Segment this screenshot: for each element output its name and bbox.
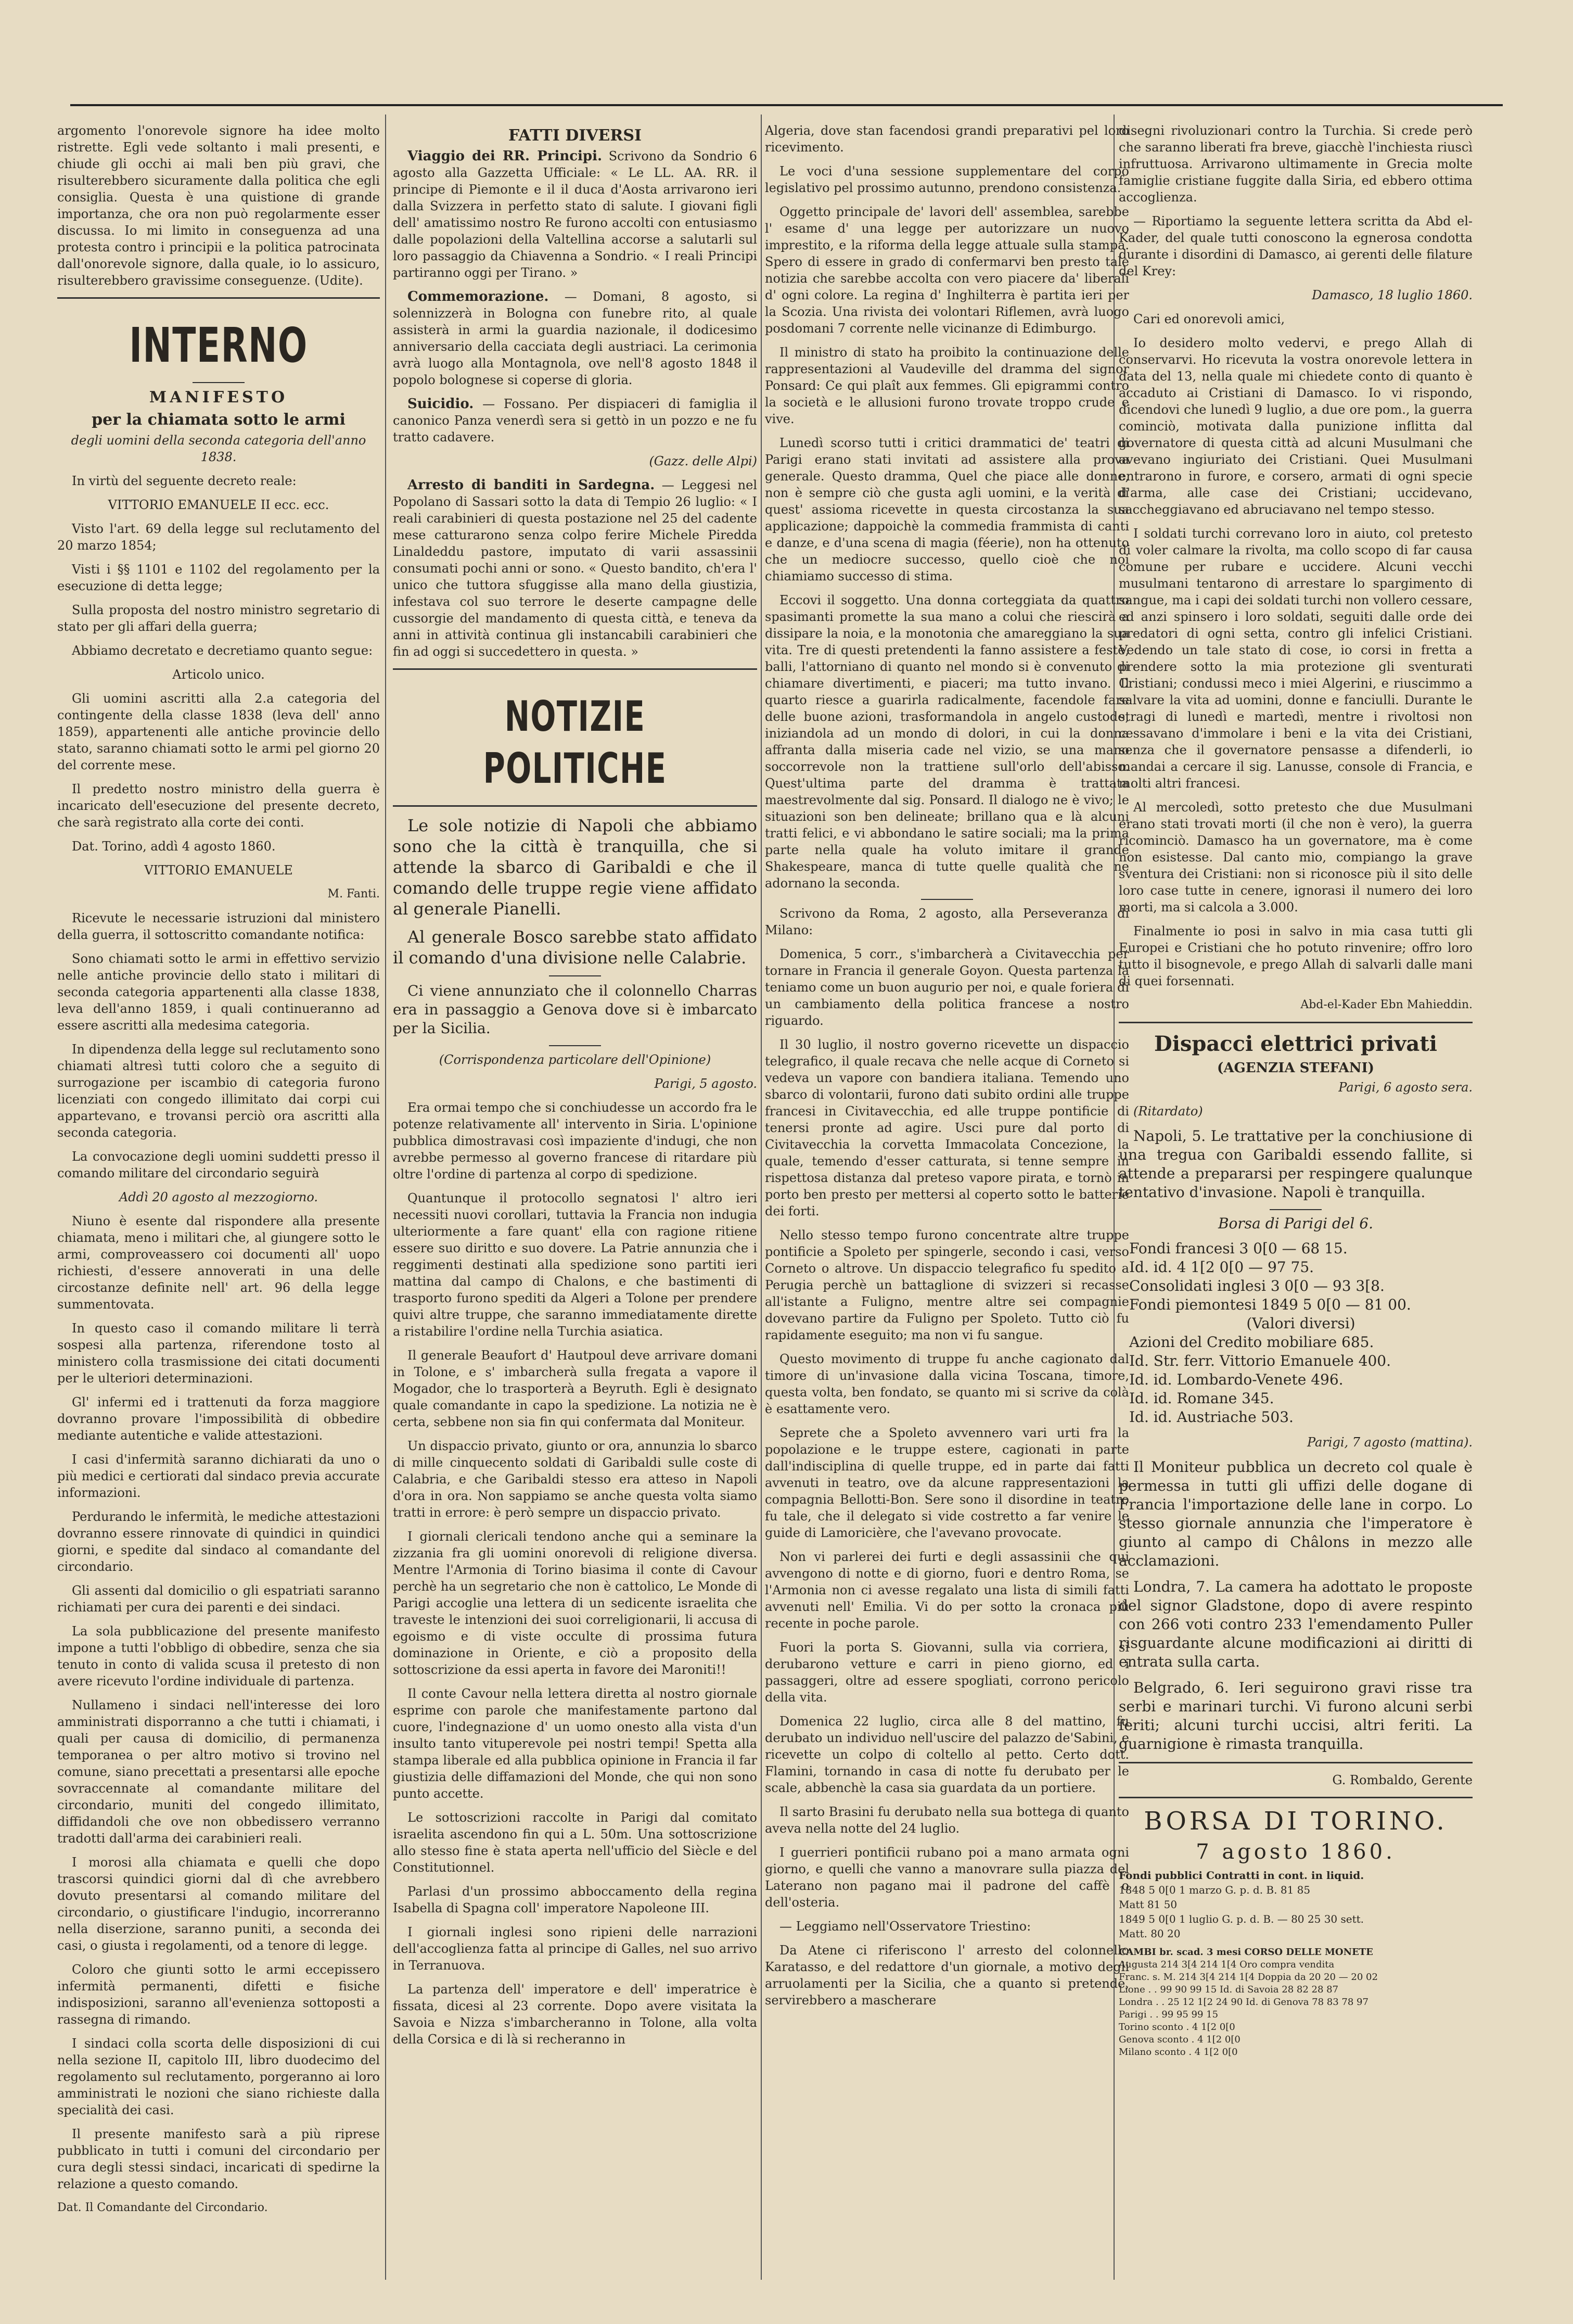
paragraph: I soldati turchi correvano loro in aiuto, col pretesto di voler calmare la rivolta, ma collo scopo di far causa comune per rubare e uccidere. Alcuni vecchi musulmani tentarono di arrestare lo spargimento di sangue, ma i capi dei soldati turchi non vollero cessare, ed anzi spinsero i loro soldati, seguiti dalle orde dei predatori di ogni setta, contro gli infelici Cristiani. Vedendo un tale stato di cose, io corsi in fretta a prendere sotto la mia protezione gli sventurati Cristiani; condussi meco i miei Algerini, e riuscimmo a salvare la vita ad uomini, donne e fanciulli. Durante le stragi di lunedì e martedì, mentre i rivoltosi non cessavano d'immolare i beni e la vita dei Cristiani, senza che il governatore pensasse a difenderli, io mandai a cercare il sig. Lanusse, console di Francia, e molti altri francesi. xyxy=(1119,526,1473,791)
cambi-table xyxy=(1119,1946,1473,2059)
column-3 xyxy=(765,122,1129,2016)
paragraph: Finalmente io posi in salvo in mia casa tutti gli Europei e Cristiani che ho potuto rinvenire; offro loro tutto il bisognevole, e prego Allah di salvarli dalle mani di quei forsennati. xyxy=(1119,924,1473,988)
paragraph: — Leggiamo nell'Osservatore Triestino: xyxy=(779,1919,1031,1934)
paragraph: Scrivono da Roma, 2 agosto, alla Perseveranza di Milano: xyxy=(765,906,1129,937)
paragraph: Perdurando le infermità, le mediche attestazioni dovranno essere rinnovate di quindici in quindici giorni, e spedite dal sindaco al comandante del circondario. xyxy=(57,1509,380,1574)
section-notizie-politiche: NOTIZIE POLITICHE xyxy=(483,692,667,793)
dispacci-title: Dispacci elettrici privati xyxy=(1154,1032,1437,1056)
dispacci-subtitle: (AGENZIA STEFANI) xyxy=(1217,1060,1374,1076)
dateline: Parigi, 5 agosto. xyxy=(654,1076,757,1091)
paragraph: Eccovi il soggetto. Una donna corteggiata da quattro spasimanti promette la sua mano a colui che riescirà a dissipare la noia, e la monotonia che amareggiano la sua vita. Tre di questi pretendenti la fanno assistere a feste, balli, l'attorniano di quanto nel mondo si è convenuto di chiamare divertimenti, e piaceri; ma tutto invano. Il quarto riesce a guarirla radicalmente, facendole fare delle buone azioni, trasformandola in angelo custode, iniziandola ad un mondo di dolori, in cui la donna affranta dalla miseria cade nel vizio, se una mano soccorrevole non la trattiene sull'orlo dell'abisso. Quest'ultima parte del dramma è trattata maestrevolmente dal sig. Ponsard. Il dialogo ne è vivo; le situazioni son ben delineate; brillano qua e là alcuni tratti felici, e vi abbondano le satire sociali; ma la prima parte nella quale ha voluto imitare il grande Shakespeare, manca di tutte quelle qualità che ne adornano la seconda. xyxy=(765,593,1129,891)
borsa-parigi-title: Borsa di Parigi del 6. xyxy=(1218,1215,1374,1232)
paragraph: I giornali clericali tendono anche qui a seminare la zizzania fra gli uomini onorevoli di religione diversa. Mentre l'Armonia di Torino biasima il conte di Cavour perchè ha un segretario che non è cattolico, Le Monde di Parigi accoglie una lettera di un sedicente israelita che traveste le intenzioni dei suoi correligionarii, li accusa di egoismo e di viste occulte di prossima futura dominazione in Oriente, e ciò a proposito della sottoscrizione da essi aperta in favore dei Maroniti!! xyxy=(393,1529,757,1677)
divider xyxy=(1119,1762,1473,1763)
paragraph: In questo caso il comando militare li terrà sospesi alla partenza, riferendone tosto al ministero colla trasmissione dei citati documenti per le ulteriori determinazioni. xyxy=(57,1321,380,1386)
paragraph: Il generale Beaufort d' Hautpoul deve arrivare domani in Tolone, e s' imbarcherà sulla fregata a vapore il Mogador, che lo trasporterà a Beyruth. Egli è designato quale comandante in capo la spedizione. La notizia ne è certa, sebbene non sia fin qui confermata dal Moniteur. xyxy=(393,1348,757,1429)
paragraph: Il sarto Brasini fu derubato nella sua bottega di quanto aveva nella notte del 24 luglio. xyxy=(765,1805,1129,1836)
paragraph: VITTORIO EMANUELE II ecc. ecc. xyxy=(108,498,329,512)
paragraph: I giornali inglesi sono ripieni delle narrazioni dell'accoglienza fatta al principe di Galles, nel suo arrivo in Terranuova. xyxy=(393,1925,757,1973)
table-row: Franc. s. M. 214 3[4 214 1[4 Doppia da 20 20 — 20 02 xyxy=(1119,1972,1378,1983)
list-item: Id. Str. ferr. Vittorio Emanuele 400. xyxy=(1129,1352,1391,1369)
table-header: CAMBI br. scad. 3 mesi CORSO DELLE MONETE xyxy=(1119,1947,1373,1958)
paragraph: Domenica, 5 corr., s'imbarcherà a Civitavecchia per tornare in Francia il generale Goyon. Questa partenza la teniamo come un buon augurio per noi, e quale foriera di un cambiamento della politica francese a nostro riguardo. xyxy=(765,947,1129,1028)
headline: Commemorazione. xyxy=(407,289,549,304)
signature: Abd-el-Kader Ebn Mahieddin. xyxy=(1300,998,1473,1011)
divider xyxy=(393,805,757,807)
table-row: Torino sconto . 4 1[2 0[0 xyxy=(1119,2022,1235,2033)
paragraph: Algeria, dove stan facendosi grandi preparativi pel loro ricevimento. xyxy=(765,123,1129,155)
column-divider xyxy=(385,115,386,2280)
signature: Dat. Il Comandante del Circondario. xyxy=(57,2201,268,2214)
table-row: Genova sconto . 4 1[2 0[0 xyxy=(1119,2034,1241,2045)
manifesto-title: MANIFESTO xyxy=(149,388,288,407)
fondi-table xyxy=(1119,1868,1473,1941)
table-row: Matt 81 50 xyxy=(1119,1898,1178,1911)
paragraph: Addì 20 agosto al mezzogiorno. xyxy=(119,1190,318,1204)
list-item: Id. id. Lombardo-Venete 496. xyxy=(1129,1371,1344,1388)
divider xyxy=(921,899,973,900)
section-interno: INTERNO xyxy=(129,318,308,373)
paragraph: Lunedì scorso tutti i critici drammatici de' teatri di Parigi erano stati invitati ad assistere alla prova generale. Questo dramma, Quel che piace alle donne, non è sempre ciò che gusta agli uomini, e la verità di quest' assioma ricevette in questa circostanza la sua applicazione; dappoichè la commedia frammista di canti e danze, e d'una scena di magia (féerie), non ha ottenuto che un mediocre successo, quello cioè che noi chiamiamo successo di stima. xyxy=(765,436,1129,583)
paragraph: Il Moniteur pubblica un decreto col quale è permessa in tutti gli uffizi delle dogane di Francia l'importazione delle lane in corpo. Lo stesso giornale annunzia che l'imperatore è giunto al campo di Châlons in mezzo alle acclamazioni. xyxy=(1119,1458,1473,1569)
column-1 xyxy=(57,122,380,2224)
paragraph: La sola pubblicazione del presente manifesto impone a tutti l'obbligo di obbedire, senza che sia tenuto in conto di valida scusa il pretesto di non avere ricevuto l'ordine individuale di partenza. xyxy=(57,1624,380,1688)
paragraph: Le sole notizie di Napoli che abbiamo sono che la città è tranquilla, che si attende la sbarco di Garibaldi e che il comando delle truppe regie viene affidato al generale Pianelli. xyxy=(393,816,757,919)
paragraph: VITTORIO EMANUELE xyxy=(144,863,293,878)
paragraph: Al mercoledì, sotto pretesto che due Musulmani erano stati trovati morti (il che non è vero), la guerra ricominciò. Damasco ha un governatore, ma è come non esistesse. Dal canto mio, compiango la grave sventura dei Cristiani: non si riconosce più il sito delle loro case tutte in cenere, ignorasi il numero dei loro morti, ma si calcola a 3.000. xyxy=(1119,800,1473,915)
paragraph: Il 30 luglio, il nostro governo ricevette un dispaccio telegrafico, il quale recava che nelle acque di Corneto si vedeva un vapore con bandiera italiana. Temendo uno sbarco di volontarii, furono dati subito ordini alle truppe francesi in Civitavecchia, ed alle truppe pontificie di tenersi pronte ad agire. Usci pure dal porto di Civitavecchia la corvetta Immacolata Concezione, la quale, temendo d'esser catturata, si tenne sempre in rispettosa distanza dal preteso vapore pirata, e tornò in porto ben presto per mettersi al coperto sotto le batterie dei forti. xyxy=(765,1037,1129,1218)
divider xyxy=(57,297,380,299)
divider xyxy=(1119,1022,1473,1023)
paragraph: Cari ed onorevoli amici, xyxy=(1133,312,1285,326)
paragraph: Fuori la porta S. Giovanni, sulla via corriera, si derubarono vetture e carri in pieno giorno, ed i passaggeri, oltre ad essere spogliati, corrono pericolo della vita. xyxy=(765,1640,1129,1705)
paragraph: Oggetto principale de' lavori dell' assemblea, sarebbe l' esame d' una legge per autorizzare un nuovo imprestito, e la riforma della legge attuale sulla stampa. Spero di essere in grado di confermarvi ben presto tale notizia che sarebbe accolta con vero piacere da' liberali d' ogni colore. La regina d' Inghilterra è partita ieri per la Scozia. Una rivista dei volontari Riflemen, avrà luogo posdomani 7 corrente nelle vicinanze di Edimburgo. xyxy=(765,205,1129,336)
correspondence: (Corrispondenza particolare dell'Opinione) xyxy=(439,1052,711,1067)
paragraph: Era ormai tempo che si conchiudesse un accordo fra le potenze relativamente all' intervento in Siria. L'opinione pubblica dimostravasi così impaziente d'indugi, che non avrebbe permesso al governo francese di ritardare più oltre l'ordine di partenza al corpo di spedizione. xyxy=(393,1100,757,1182)
signature: M. Fanti. xyxy=(327,887,380,900)
borsa-torino-title: BORSA DI TORINO. xyxy=(1144,1807,1448,1836)
paragraph: Un dispaccio privato, giunto or ora, annunzia lo sbarco di mille cinquecento soldati di Garibaldi sulle coste di Calabria, e che Garibaldi stesso era atteso in Napoli d'ora in ora. Non sappiamo se anche questa volta siamo tratti in errore: è però sempre un dispaccio privato. xyxy=(393,1439,757,1520)
article-text: — Leggesi nel Popolano di Sassari sotto la data di Tempio 26 luglio: « I reali carabinieri di questa postazione nel 25 del cadente mese catturarono senza colpo ferire Michele Piredda Linaldeddu pastore, imputato di varii assassinii consumati pochi anni or sono. « Questo bandito, ch'era l' unico che tuttora sfuggisse alla mano della giustizia, infestava col suo terrore le deserte campagne delle cussorgie del mandamento di questa città, e teneva da anni in attività continua gli instancabili carabinieri che fin ad oggi si succedettero in questa. » xyxy=(393,478,757,659)
dateline: Damasco, 18 luglio 1860. xyxy=(1312,288,1473,302)
paragraph: Non vi parlerei dei furti e degli assassinii che qui avvengono di notte e di giorno, fuori e dentro Roma, se l'Armonia non ci avesse regalato una lista di simili fatti avvenuti nell' Emilia. Vi do per sotto la cronaca più recente in poche parole. xyxy=(765,1550,1129,1631)
paragraph: Gli uomini ascritti alla 2.a categoria del contingente della classe 1838 (leva dell' anno 1859), appartenenti alle antiche provincie dello stato, saranno chiamati sotto le armi pel giorno 20 del corrente mese. xyxy=(57,691,380,772)
list-item: Fondi francesi 3 0[0 — 68 15. xyxy=(1129,1240,1348,1257)
paragraph: Visto l'art. 69 della legge sul reclutamento del 20 marzo 1854; xyxy=(57,522,380,553)
list-item: Id. id. Romane 345. xyxy=(1129,1390,1274,1407)
manifesto-subtitle-2: degli uomini della seconda categoria dell'anno 1838. xyxy=(71,433,366,464)
paragraph: Gl' infermi ed i trattenuti da forza maggiore dovranno provare l'impossibilità di obbedire mediante autentiche e valide attestazioni. xyxy=(57,1395,380,1443)
paragraph: Questo movimento di truppe fu anche cagionato dal timore di un'invasione dalla vicina Toscana, timore, questa volta, ben fondato, se quanto mi si scrive da colà è esattamente vero. xyxy=(765,1352,1129,1416)
paragraph: Ci viene annunziato che il colonnello Charras era in passaggio a Genova dove si è imbarcato per la Sicilia. xyxy=(393,982,757,1037)
paragraph: Niuno è esente dal rispondere alla presente chiamata, meno i militari che, al giungere sotto le armi, comproveassero coi documenti all' uopo richiesti, d'essere annoverati in una delle circostanze definite nell' art. 96 della legge summentovata. xyxy=(57,1214,380,1312)
paragraph: (Ritardato) xyxy=(1133,1104,1203,1119)
paragraph: Articolo unico. xyxy=(172,667,265,682)
paragraph: Coloro che giunti sotto le armi eccepissero infermità permanenti, difetti e fisiche indisposizioni, saranno all'evenienza sottoposti a rassegna di rimando. xyxy=(57,1962,380,2027)
paragraph: Da Atene ci riferiscono l' arresto del colonnello Karatasso, e del redattore d'un giornale, a motivo degli arruolamenti per la Sicilia, che a quanto si pretende, servirebbero a mascherare xyxy=(765,1943,1129,2008)
table-row: Milano sconto . 4 1[2 0[0 xyxy=(1119,2047,1238,2058)
paragraph: In virtù del seguente decreto reale: xyxy=(72,474,297,488)
divider xyxy=(1270,1209,1322,1210)
table-row: Matt. 80 20 xyxy=(1119,1927,1181,1940)
headline: Suicidio. xyxy=(407,396,474,412)
divider xyxy=(393,668,757,670)
paragraph: Gli assenti dal domicilio o gli espatriati saranno richiamati per cura dei parenti e dei sindaci. xyxy=(57,1583,380,1615)
paragraph: — Riportiamo la seguente lettera scritta da Abd el-Kader, del quale tutti conoscono la egnerosa condotta durante i disordini di Damasco, ai gerenti delle filature del Krey: xyxy=(1119,214,1473,278)
paragraph: Il presente manifesto sarà a più riprese pubblicato in tutti i comuni del circondario per cura degli stessi sindaci, incaricati di spedirne la relazione a questo comando. xyxy=(57,2127,380,2191)
list-item: Id. id. 4 1[2 0[0 — 97 75. xyxy=(1129,1259,1314,1276)
paragraph: Abbiamo decretato e decretiamo quanto segue: xyxy=(72,643,373,658)
divider xyxy=(1119,1797,1473,1798)
gerente-signature: G. Rombaldo, Gerente xyxy=(1332,1773,1473,1787)
column-2 xyxy=(393,122,757,2055)
list-item: Id. id. Austriache 503. xyxy=(1129,1408,1294,1426)
divider xyxy=(193,382,245,383)
table-row: Augusta 214 3[4 214 1[4 Oro compra vendita xyxy=(1119,1959,1335,1970)
paragraph: Il ministro di stato ha proibito la continuazione delle rappresentazioni al Vaudeville del dramma del signor Ponsard: Ce qui plaît aux femmes. Gli epigrammi contro la società e le allusioni furono trovate troppo crude e vive. xyxy=(765,345,1129,426)
source: (Gazz. delle Alpi) xyxy=(649,454,757,468)
table-row: Parigi . . 99 95 99 15 xyxy=(1119,2009,1219,2020)
section-fatti-diversi: FATTI DIVERSI xyxy=(508,126,642,145)
list-item: Azioni del Credito mobiliare 685. xyxy=(1129,1334,1374,1351)
paragraph: Sulla proposta del nostro ministro segretario di stato per gli affari della guerra; xyxy=(57,603,380,634)
paragraph: Napoli, 5. Le trattative per la conchiusione di una tregua con Garibaldi essendo fallite, si attende a prepararsi per respingere qualunque tentativo d'invasione. Napoli è tranquilla. xyxy=(1119,1127,1473,1201)
paragraph: Nullameno i sindaci nell'interesse dei loro amministrati disporranno a che tutti i chiamati, i quali per causa di domicilio, di permanenza temporanea o per altro motivo si trovino nel comune, siano precettati a presentarsi alle epoche sovraccennate al comandante militare del circondario, muniti del congedo illimitato, diffidandoli che ove non obbedissero verranno tradotti dall'arma dei carabinieri reali. xyxy=(57,1698,380,1846)
paragraph: Visti i §§ 1101 e 1102 del regolamento per la esecuzione di detta legge; xyxy=(57,562,380,593)
table-header: Fondi pubblici Contratti in cont. in liquid. xyxy=(1119,1869,1364,1882)
headline: Arresto di banditi in Sardegna. xyxy=(407,477,655,493)
paragraph: Io desidero molto vedervi, e prego Allah di conservarvi. Ho ricevuta la vostra onorevole lettera in data del 13, nella quale mi chiedete conto di quanto è accaduto ai Cristiani di Damasco. Io vi rispondo, dicendovi che lunedì 9 luglio, a due ore pom., la guerra cominciò, motivata dalla punizione inflitta dal governatore di questa città ad alcuni Musulmani che avevano ingiuriato dei Cristiani. Quei Musulmani entrarono in furore, e corsero, armati di ogni specie d'arma, alle case dei Cristiani; uccidevano, saccheggiavano ed abruciavano nel tempo stesso. xyxy=(1119,336,1473,517)
dateline: Parigi, 6 agosto sera. xyxy=(1338,1080,1473,1095)
list-item: Fondi piemontesi 1849 5 0[0 — 81 00. xyxy=(1129,1296,1411,1313)
borsa-torino-date: 7 agosto 1860. xyxy=(1196,1840,1396,1864)
paragraph: Le sottoscrizioni raccolte in Parigi dal comitato israelita ascendono fin qui a L. 50m. Una sottoscrizione allo stesso fine è stata aperta nell'ufficio del Siècle e del Constitutionnel. xyxy=(393,1810,757,1875)
paragraph: La convocazione degli uomini suddetti presso il comando militare del circondario seguirà xyxy=(57,1149,380,1180)
paragraph: Sono chiamati sotto le armi in effettivo servizio nelle antiche provincie dello stato i militari di seconda categoria appartenenti alla classe 1838, leva dell'anno 1859, i quali continueranno ad essere ascritti alla medesima categoria. xyxy=(57,951,380,1033)
column-4 xyxy=(1119,122,1473,2059)
dateline: Parigi, 7 agosto (mattina). xyxy=(1307,1435,1473,1450)
paragraph: La partenza dell' imperatore e dell' imperatrice è fissata, dicesi al 23 corrente. Dopo avere visitata la Savoia e Nizza s'imbarcheranno in Tolone, alla volta della Corsica e di là si recheranno in xyxy=(393,1982,757,2047)
paragraph: Seprete che a Spoleto avvennero vari urti fra la popolazione e le truppe estere, cagionati in parte dall'indisciplina di quelle truppe, ed in parte dai fatti avvenuti in teatro, ove da alcune rappresentazioni la compagnia Bellotti-Bon. Sere sono il disordine in teatro fu tale, che il delegato si vide costretto a far venire le guide di Lamoricière, che l'avevano provocate. xyxy=(765,1426,1129,1540)
paragraph: In dipendenza della legge sul reclutamento sono chiamati altresì tutti coloro che a seguito di surrogazione per iscambio di categoria furono licenziati con congedo illimitato dai corpi cui appartevano, e trovansi perciò ora ascritti alla seconda categoria. xyxy=(57,1042,380,1140)
table-row: Londra . . 25 12 1[2 24 90 Id. di Genova 78 83 78 97 xyxy=(1119,1997,1369,2008)
paragraph: I sindaci colla scorta delle disposizioni di cui nella sezione II, capitolo III, libro duodecimo del regolamento sul reclutamento, porgeranno ai loro amministrati le nozioni che siano richieste dalla specialità dei casi. xyxy=(57,2036,380,2117)
paragraph: I casi d'infermità saranno dichiarati da uno o più medici e certiorati dal sindaco previa accurate informazioni. xyxy=(57,1452,380,1500)
table-row: 1848 5 0[0 1 marzo G. p. d. B. 81 85 xyxy=(1119,1884,1311,1896)
list-item: (Valori diversi) xyxy=(1246,1315,1355,1332)
article-text: — Fossano. Per dispiaceri di famiglia il canonico Panza venerdì sera si gettò in un pozzo e ne fu tratto cadavere. xyxy=(393,397,757,445)
paragraph: Ricevute le necessarie istruzioni dal ministero della guerra, il sottoscritto comandante notifica: xyxy=(57,911,380,942)
divider xyxy=(549,975,601,976)
paragraph: Belgrado, 6. Ieri seguirono gravi risse tra serbi e marinari turchi. Vi furono alcuni serbi feriti; alcuni turchi uccisi, altri feriti. La guarnigione è rimasta tranquilla. xyxy=(1119,1679,1473,1752)
paragraph: Il conte Cavour nella lettera diretta al nostro giornale esprime con parole che manifestamente partono dal cuore, l'indegnazione d' un uomo onesto alla vista d'un insulto tanto vituperevole pei nostri tempi! Spetta alla stampa liberale ed alla pubblica opinione in Francia il far giustizia delle diffamazioni del Monde, che qui non sono punto accette. xyxy=(393,1686,757,1801)
paragraph: Le voci d'una sessione supplementare del corpo legislativo pel prossimo autunno, prendono consistenza. xyxy=(765,164,1129,195)
table-row: Lione . . 99 90 99 15 Id. di Savoia 28 82 28 87 xyxy=(1119,1984,1339,1995)
article-text: — Domani, 8 agosto, si solennizzerà in Bologna con funebre rito, al quale assisterà in armi la guardia nazionale, il dodicesimo anniversario della cacciata degli austriaci. La cerimonia avrà luogo alla Montagnola, ove nell'8 agosto 1848 il popolo bolognese si coperse di gloria. xyxy=(393,289,757,387)
paragraph: Nello stesso tempo furono concentrate altre truppe pontificie a Spoleto per spingerle, secondo i casi, verso Corneto o altrove. Un dispaccio telegrafico fu spedito a Perugia perchè un battaglione di svizzeri si recasse all'istante a Fuligno, mentre altre sei compagnie dovevano partire da Fuligno per Spoleto. Tutto ciò fu rapidamente eseguito; ma non vi fu sangue. xyxy=(765,1228,1129,1342)
headline: Viaggio dei RR. Principi. xyxy=(407,148,603,164)
paragraph: Domenica 22 luglio, circa alle 8 del mattino, fu derubato un individuo nell'uscire del palazzo de'Sabini, e ricevette un colpo di coltello al petto. Certo dott. Flamini, tornando in casa di notte fu derubato per le scale, abbenchè la casa sia guardata da un portiere. xyxy=(765,1714,1129,1795)
paragraph: disegni rivoluzionari contro la Turchia. Si crede però che saranno liberati fra breve, giacchè l'inchiesta riuscì infruttuosa. Arrivarono ultimamente in Grecia molte famiglie cristiane fuggite dalla Siria, ed ebbero ottima accoglienza. xyxy=(1119,123,1473,205)
paragraph: I morosi alla chiamata e quelli che dopo trascorsi quindici giorni dal dì che avrebbero dovuto presentarsi al comando militare del circondario, o giustificare l'indugio, incorreranno nella diserzione, saranno puniti, a seconda dei casi, o giusta i regolamenti, od a tenore di legge. xyxy=(57,1855,380,1953)
list-item: Consolidati inglesi 3 0[0 — 93 3[8. xyxy=(1129,1277,1385,1294)
top-rule xyxy=(70,104,1503,106)
paragraph: Il predetto nostro ministro della guerra è incaricato dell'esecuzione del presente decreto, che sarà registrato alla corte dei conti. xyxy=(57,782,380,830)
paragraph: Dat. Torino, addì 4 agosto 1860. xyxy=(72,839,276,854)
article-text: Scrivono da Sondrio 6 agosto alla Gazzetta Ufficiale: « Le LL. AA. RR. il principe di Piemonte e il il duca d'Aosta arrivarono ieri dalla Svizzera in perfetto stato di salute. I giovani figli dell' amatissimo nostro Re furono accolti con entusiasmo dalle popolazioni della Valtellina accorse a salutarli sul loro passaggio da Chiavenna a Sondrio. « I reali Principi partiranno oggi per Tirano. » xyxy=(393,149,757,280)
intro-text: argomento l'onorevole signore ha idee molto ristrette. Egli vede soltanto i mali presenti, e chiude gli occhi ai mali ben più gravi, che risulterebbero sicuramente dalla politica che egli consiglia. Questa è una quistione di grande importanza, che ora non può regolarmente esser discussa. Io mi limito in conseguenza ad una protesta contro i principii e la politica patrocinata dall'onorevole signore, dalla quale, io lo assicuro, risulterebbero gravissime conseguenze. (Udite). xyxy=(57,123,380,288)
paragraph: Londra, 7. La camera ha adottato le proposte del signor Gladstone, dopo di avere respinto con 266 voti contro 233 l'emendamento Puller risguardante alcune modificazioni ai diritti di entrata sulla carta. xyxy=(1119,1578,1473,1670)
paragraph: Al generale Bosco sarebbe stato affidato il comando d'una divisione nelle Calabrie. xyxy=(393,927,757,968)
divider xyxy=(549,1045,601,1046)
paragraph: Quantunque il protocollo segnatosi l' altro ieri necessiti nuovi corollari, tuttavia la Francia non indugia ulteriormente a fare quant' ella con ragione ritiene essere suo diritto e suo dovere. La Patrie annunzia che i reggimenti destinati alla spedizione sono partiti ieri mattina dal campo di Chalons, e che bastimenti di trasporto furono spediti da Algeri a Tolone per prendere quivi altre truppe, che saranno immediatamente dirette a ristabilire l'ordine nella Turchia asiatica. xyxy=(393,1191,757,1339)
column-divider xyxy=(761,115,762,2280)
table-row: 1849 5 0[0 1 luglio G. p. d. B. — 80 25 30 sett. xyxy=(1119,1913,1364,1925)
borsa-parigi-list xyxy=(1119,1239,1473,1427)
manifesto-subtitle: per la chiamata sotto le armi xyxy=(92,411,346,429)
paragraph: Parlasi d'un prossimo abboccamento della regina Isabella di Spagna coll' imperatore Napoleone III. xyxy=(393,1884,757,1915)
paragraph: I guerrieri pontificii rubano poi a mano armata ogni giorno, e quelli che vanno a manovrare sulla piazza del Laterano non pagano mai il padrone del caffè o dell'osteria. xyxy=(765,1845,1129,1910)
